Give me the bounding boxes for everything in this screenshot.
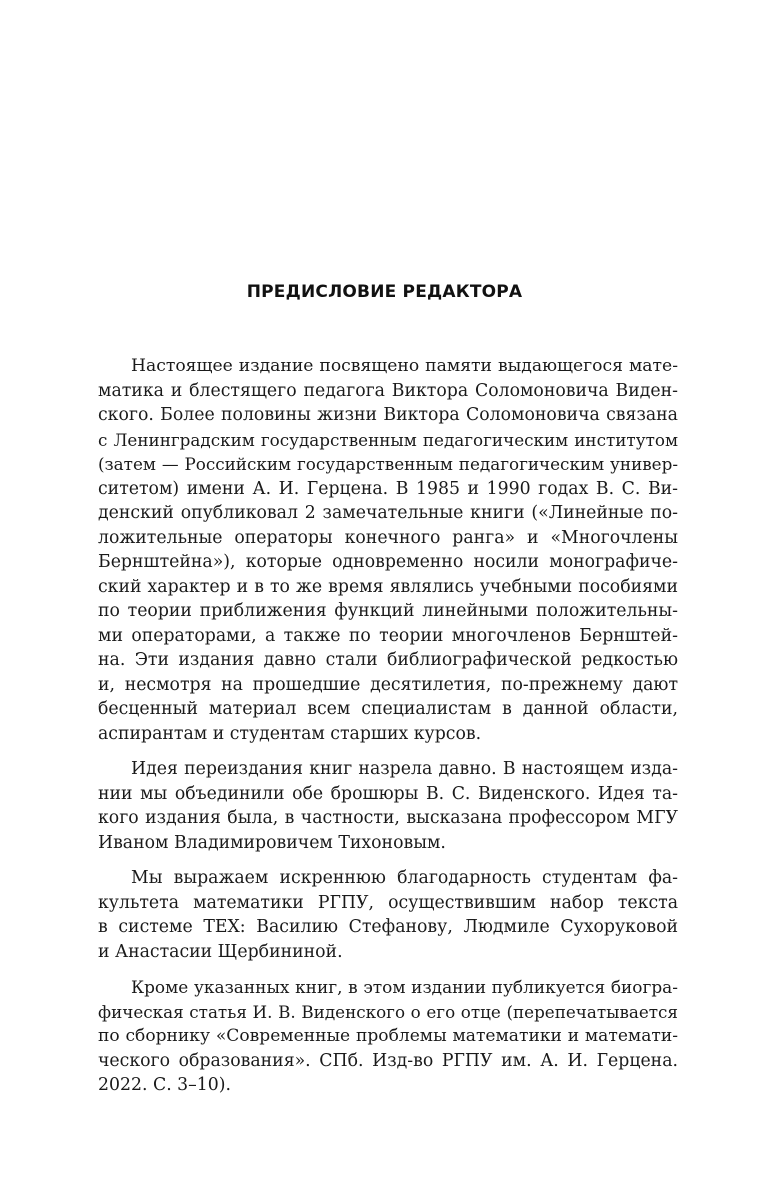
paragraph bbox=[98, 866, 678, 964]
text-line: Идея переиздания книг назрела давно. В настоящем изда- bbox=[131, 759, 678, 779]
body-text bbox=[98, 354, 678, 1098]
text-line: фическая статья И. В. Виденского о его отце (перепечатывается bbox=[98, 1001, 678, 1022]
text-line: ложительные операторы конечного ранга» и «Многочлены bbox=[98, 527, 678, 548]
text-line: по теории приближения функций линейными положительны- bbox=[98, 601, 678, 621]
text-line: Настоящее издание посвящено памяти выдающегося мате- bbox=[131, 356, 678, 376]
text-line: кого издания была, в частности, высказана профессором МГУ bbox=[98, 808, 678, 828]
text-line: Кроме указанных книг, в этом издании публикуется биогра- bbox=[131, 977, 678, 997]
text-line: ситетом) имени А. И. Герцена. В 1985 и 1990 годах В. С. Ви- bbox=[98, 478, 678, 499]
page-title: ПРЕДИСЛОВИЕ РЕДАКТОРА bbox=[246, 282, 523, 302]
text-line: и Анастасии Щербининой. bbox=[98, 941, 343, 962]
text-line: с Ленинградским государственным педагогическим институтом bbox=[98, 429, 678, 450]
text-line: Иваном Владимировичем Тихоновым. bbox=[98, 832, 446, 853]
text-line: ский характер и в то же время являлись учебными пособиями bbox=[98, 576, 678, 597]
text-line: 2022. С. 3–10). bbox=[98, 1075, 232, 1095]
paragraph bbox=[98, 975, 678, 1098]
text-line: ского. Более половины жизни Виктора Соломоновича связана bbox=[98, 405, 678, 425]
text-line: матика и блестящего педагога Виктора Соломоновича Виден- bbox=[98, 380, 678, 401]
text-line: ческого образования». СПб. Изд-во РГПУ им. А. И. Герцена. bbox=[98, 1050, 678, 1071]
text-line: Бернштейна»), которые одновременно носили монографиче- bbox=[98, 552, 678, 572]
text-line: и, несмотря на прошедшие десятилетия, по-прежнему дают bbox=[98, 674, 678, 695]
text-line: культета математики РГПУ, осуществившим набор текста bbox=[98, 892, 678, 913]
text-line: бесценный материал всем специалистам в данной области, bbox=[98, 699, 678, 719]
text-line: денский опубликовал 2 замечательные книги («Линейные по- bbox=[98, 503, 678, 523]
text-line: нии мы объединили обе брошюры В. С. Виденского. Идея та- bbox=[98, 783, 678, 804]
paragraph bbox=[98, 757, 678, 855]
text-line: на. Эти издания давно стали библиографической редкостью bbox=[98, 650, 678, 670]
text-line: в системе TEX: Василию Стефанову, Людмиле Сухоруковой bbox=[98, 917, 678, 937]
paragraph bbox=[98, 354, 678, 746]
text-line: Мы выражаем искреннюю благодарность студентам фа- bbox=[131, 868, 678, 888]
text-line: по сборнику «Современные проблемы математики и математи- bbox=[98, 1026, 678, 1046]
text-line: (затем — Российским государственным педагогическим универ- bbox=[98, 454, 678, 474]
text-line: аспирантам и студентам старших курсов. bbox=[98, 723, 482, 744]
text-line: ми операторами, а также по теории многочленов Бернштей- bbox=[98, 625, 678, 646]
